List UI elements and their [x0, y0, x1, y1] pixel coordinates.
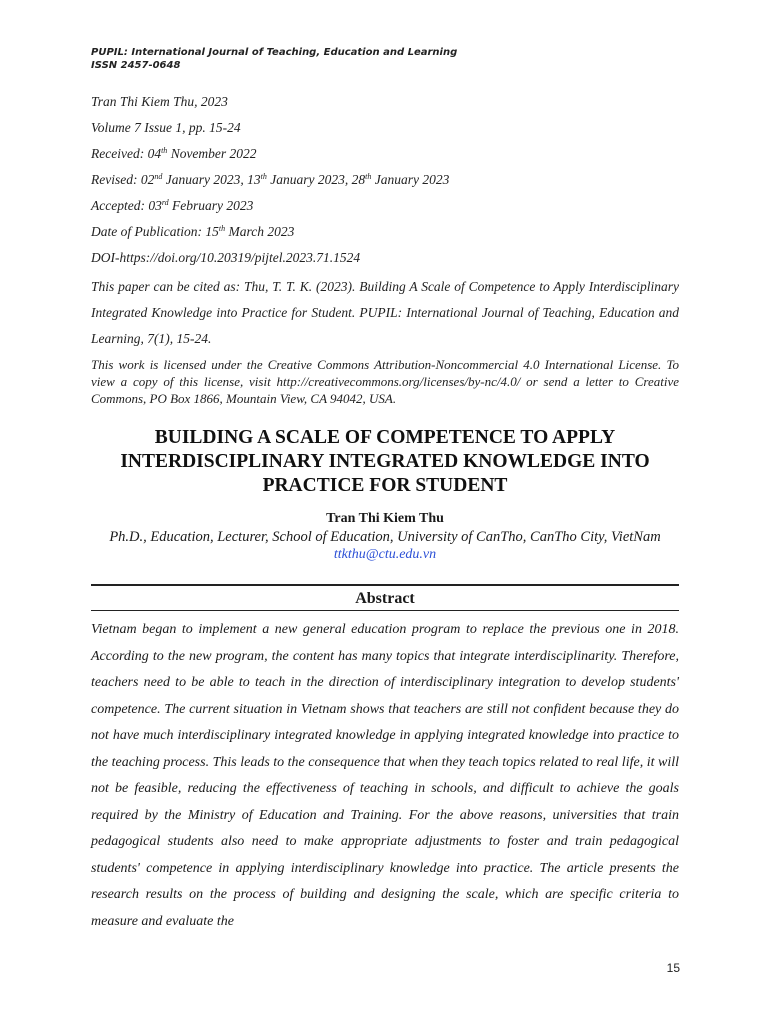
received-date: Received: 04th November 2022: [91, 146, 257, 161]
title-line: PRACTICE FOR STUDENT: [262, 475, 508, 496]
divider-line: [91, 610, 679, 611]
journal-header: [91, 46, 691, 72]
author-year: Tran Thi Kiem Thu, 2023: [91, 94, 228, 109]
revised-dates: Revised: 02nd January 2023, 13th January 2023, 28th January 2023: [91, 172, 450, 187]
citation-text: This paper can be cited as: Thu, T. T. K. (2023). Building A Scale of Competence to Apply Interdisciplinary Integrated Knowledge into Practice for Student. PUPIL: International Journal of Teaching, Education and Learning, 7(1), 15-24.: [91, 279, 679, 346]
accepted-date: Accepted: 03rd February 2023: [91, 198, 254, 213]
license-text: This work is licensed under the Creative Commons Attribution-Noncommercial 4.0 International License. To view a copy of this license, visit http://creativecommons.org/licenses/by-nc/4.0/ or send a letter to Creative Commons, PO Box 1866, Mountain View, CA 94042, USA.: [91, 357, 679, 406]
journal-name: PUPIL: International Journal of Teaching, Education and Learning: [91, 47, 458, 58]
abstract-text: Vietnam began to implement a new general education program to replace the previous one in 2018. According to the new program, the content has many topics that integrate interdisciplinarity. Therefore, teachers need to be able to teach in the direction of interdisciplinary integration to develop students' competence. The current situation in Vietnam shows that teachers are still not confident because they do not have much interdisciplinary integrated knowledge in applying integrated knowledge into practice to the teaching process. This leads to the consequence that when they teach topics related to real life, it will not be feasible, reducing the effectiveness of teaching in schools, and difficult to achieve the goals required by the Ministry of Education and Training. For the above reasons, universities that train pedagogical students also need to make appropriate adjustments to foster and train pedagogical students' competence in applying interdisciplinary knowledge into practice. The article presents the research results on the process of building and designing the scale, which are specific criteria to measure and evaluate the: [91, 622, 679, 929]
divider-line: [91, 584, 679, 586]
volume-issue: Volume 7 Issue 1, pp. 15-24: [91, 120, 241, 135]
author-affiliation: Ph.D., Education, Lecturer, School of Education, University of CanTho, CanTho City, VietNam: [109, 529, 661, 545]
article-metadata: [91, 92, 679, 407]
title-line: INTERDISCIPLINARY INTEGRATED KNOWLEDGE INTO: [120, 451, 650, 472]
author-name: Tran Thi Kiem Thu: [326, 511, 444, 526]
article-title: [91, 426, 679, 498]
title-line: BUILDING A SCALE OF COMPETENCE TO APPLY: [154, 427, 616, 448]
author-email-link[interactable]: ttkthu@ctu.edu.vn: [333, 547, 437, 562]
abstract-heading: Abstract: [355, 590, 415, 607]
publication-date: Date of Publication: 15th March 2023: [91, 224, 295, 239]
page-number: 15: [666, 961, 680, 975]
journal-issn: ISSN 2457-0648: [91, 60, 181, 71]
doi-link[interactable]: DOI-https://doi.org/10.20319/pijtel.2023.71.1524: [91, 250, 361, 265]
